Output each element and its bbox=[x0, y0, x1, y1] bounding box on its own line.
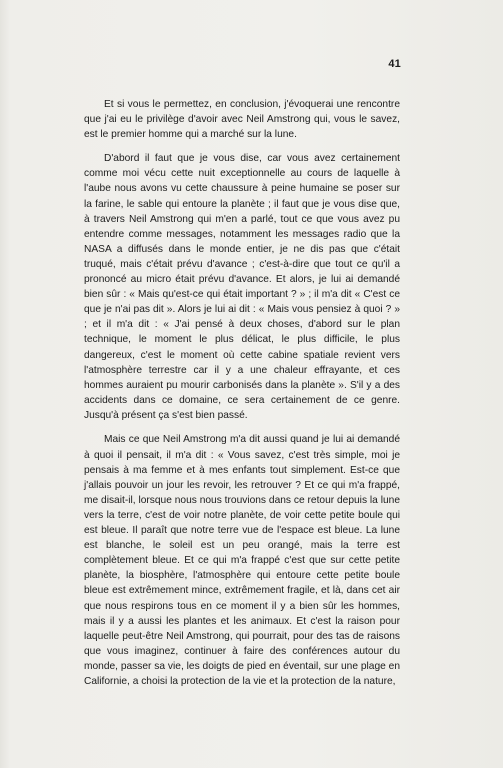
paragraph: Mais ce que Neil Amstrong m'a dit aussi quand je lui ai demandé à quoi il pensait, il m'a dit : « Vous savez, c'est très simple, moi je pensais à ma femme et à mes enfants tout simplement. Est-ce que j'allais pouvoir un jour les revoir, les retrouver ? Et ce qui m'a frappé, me disait-il, lorsque nous nous trouvions dans ce retour depuis la lune vers la terre, c'est de voir notre planète, de voir cette petite boule qui est bleue. Il paraît que notre terre vue de l'espace est bleue. La lune est blanche, le soleil est un peu orangé, mais la terre est complètement bleue. Et ce qui m'a frappé c'est que sur cette petite planète, la biosphère, l'atmosphère qui entoure cette petite boule bleue est extrêmement mince, extrêmement fragile, et là, dans cet air que nous respirons tous en ce moment il y a bien sûr les hommes, mais il y a aussi les plantes et les animaux. Et c'est la raison pour laquelle peut-être Neil Amstrong, qui pourrait, pour des tas de raisons que vous imaginez, continuer à faire des conférences autour du monde, passer sa vie, les doigts de pied en éventail, sur une plage en Californie, a choisi la protection de la vie et la protection de la nature, bbox=[84, 434, 400, 687]
paragraph: Et si vous le permettez, en conclusion, j'évoquerai une rencontre que j'ai eu le privilège d'avoir avec Neil Amstrong qui, vous le savez, est le premier homme qui a marché sur la lune. bbox=[84, 99, 400, 141]
body-text bbox=[84, 97, 400, 699]
page-number: 41 bbox=[388, 58, 401, 70]
paragraph: D'abord il faut que je vous dise, car vous avez certainement comme moi vécu cette nuit exceptionnelle au cours de laquelle à l'aube nous avons vu cette chaussure à peine humaine se poser sur la farine, le sable qui entoure la planète ; il faut que je vous dise que, à travers Neil Amstrong qui m'en a parlé, tout ce que vous avez pu entendre comme messages, notamment les messages radio que la NASA a diffusés dans le monde entier, je ne dis pas que c'était truqué, mais c'était prévu d'avance ; c'est-à-dire que tout ce qu'il a prononcé au micro était prévu d'avance. Et alors, je lui ai demandé bien sûr : « Mais qu'est-ce qui était important ? » ; il m'a dit « C'est ce que je n'ai pas dit ». Alors je lui ai dit : « Mais vous pensiez à quoi ? » ; et il m'a dit : « J'ai pensé à deux choses, d'abord sur le plan technique, le moment le plus délicat, le plus difficile, le plus dangereux, c'est le moment où cette cabine spatiale revient vers l'atmosphère terrestre car il y a une chaleur effrayante, et ces hommes auraient pu mourir carbonisés dans la planète ». S'il y a des accidents dans ce domaine, ce sera certainement de ce genre. Jusqu'à présent ça s'est bien passé. bbox=[84, 153, 400, 421]
